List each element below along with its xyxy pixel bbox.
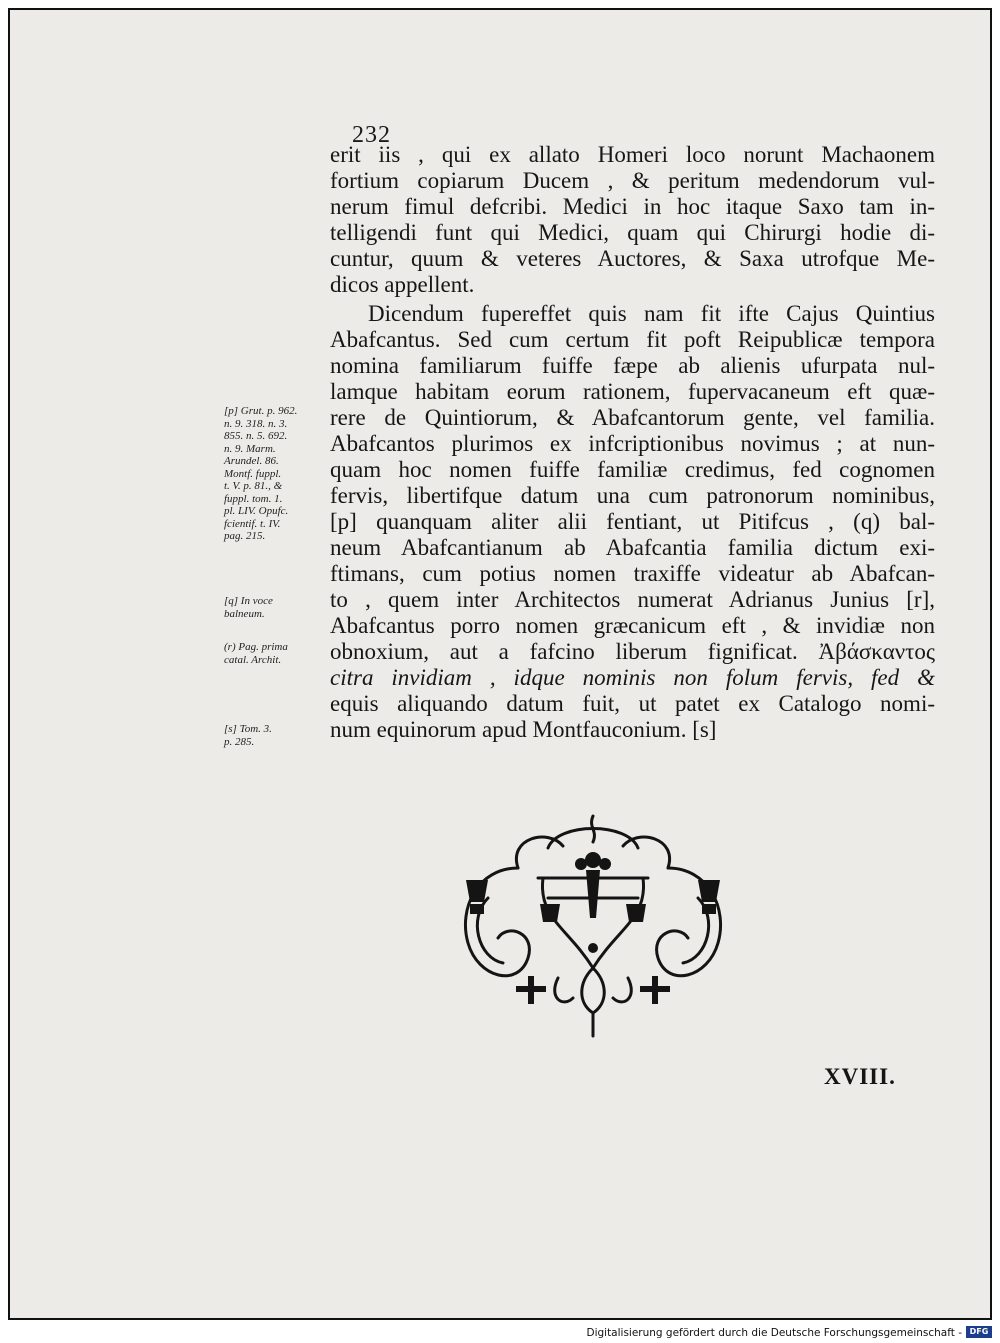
text-line: nomina familiarum fuiffe fæpe ab alienis ufurpata nul- [330, 353, 935, 378]
note-line: (r) Pag. prima [224, 641, 288, 653]
note-line: [p] Grut. p. 962. [224, 405, 298, 417]
text-line: [p] quanquam aliter alii fentiant, ut Pitifcus , (q) bal- [330, 509, 935, 534]
text-line: obnoxium, aut a fafcino liberum fignificat. Ἀβάσκαντος [330, 639, 935, 664]
text-line: cuntur, quum & veteres Auctores, & Saxa utrofque Me- [330, 246, 935, 271]
note-line: [q] In voce [224, 595, 273, 607]
text-line: quam hoc nomen fuiffe familiæ credimus, fed cognomen [330, 457, 935, 482]
note-line: fcientif. t. IV. [224, 517, 281, 530]
catchword: XVIII. [824, 1064, 896, 1089]
text-line: equis aliquando datum fuit, ut patet ex Catalogo nomi- [330, 691, 935, 716]
text-line: dicos appellent. [330, 272, 475, 297]
text-line: citra invidiam , idque nominis non folum fervis, fed & [330, 665, 935, 690]
note-line: Montf. fuppl. [224, 467, 282, 480]
text-line: to , quem inter Architectos numerat Adrianus Junius [r], [330, 587, 935, 612]
margin-note-q [224, 595, 324, 620]
text-line: num equinorum apud Montfauconium. [s] [330, 717, 717, 742]
text-line: telligendi funt qui Medici, quam qui Chirurgi hodie di- [330, 220, 935, 245]
note-line: n. 9. Marm. [224, 442, 276, 455]
note-line: pl. LIV. Opufc. [224, 505, 289, 517]
text-line: Abafcantos plurimos ex infcriptionibus novimus ; at nun- [330, 431, 935, 456]
note-line: t. V. p. 81., & [224, 480, 283, 492]
note-line: Arundel. 86. [224, 455, 279, 467]
note-line: [s] Tom. 3. [224, 723, 272, 735]
text-line: ftimans, cum potius nomen traxiffe videatur ab Abafcan- [330, 561, 935, 586]
note-line: pag. 215. [224, 530, 266, 542]
margin-note-r [224, 641, 324, 666]
text-line: Abafcantus. Sed cum certum fit poft Reipublicæ tempora [330, 327, 935, 352]
page-number: 232 [352, 122, 391, 148]
margin-note-p [224, 405, 324, 543]
main-text-block [330, 142, 935, 743]
text-line: fervis, libertifque datum una cum patronorum nominibus, [330, 483, 935, 508]
digitization-credit: Digitalisierung gefördert durch die Deutsche Forschungsgemeinschaft - [586, 1327, 962, 1339]
note-line: catal. Archit. [224, 653, 282, 666]
text-line: neum Abafcantianum ab Abafcantia familia dictum exi- [330, 535, 935, 560]
note-line: p. 285. [224, 735, 255, 748]
margin-note-s [224, 723, 324, 748]
ornament-vignette-icon [448, 808, 738, 1040]
note-line: n. 9. 318. n. 3. [224, 417, 288, 430]
dfg-logo-icon: DFG [966, 1326, 992, 1338]
text-line: nerum fimul defcribi. Medici in hoc itaque Saxo tam in- [330, 194, 935, 219]
text-line: lamque habitam eorum rationem, fupervacaneum eft quæ- [330, 379, 935, 404]
note-line: 855. n. 5. 692. [224, 430, 288, 442]
note-line: balneum. [224, 607, 265, 620]
text-line: fortium copiarum Ducem , & peritum medendorum vul- [330, 168, 935, 193]
note-line: fuppl. tom. 1. [224, 492, 283, 505]
text-line: erit iis , qui ex allato Homeri loco norunt Machaonem [330, 142, 935, 167]
text-line: Dicendum fupereffet quis nam fit ifte Cajus Quintius [368, 301, 935, 326]
text-line: Abafcantus porro nomen græcanicum eft , & invidiæ non [330, 613, 935, 638]
text-line: rere de Quintiorum, & Abafcantorum gente, vel familia. [330, 405, 935, 430]
